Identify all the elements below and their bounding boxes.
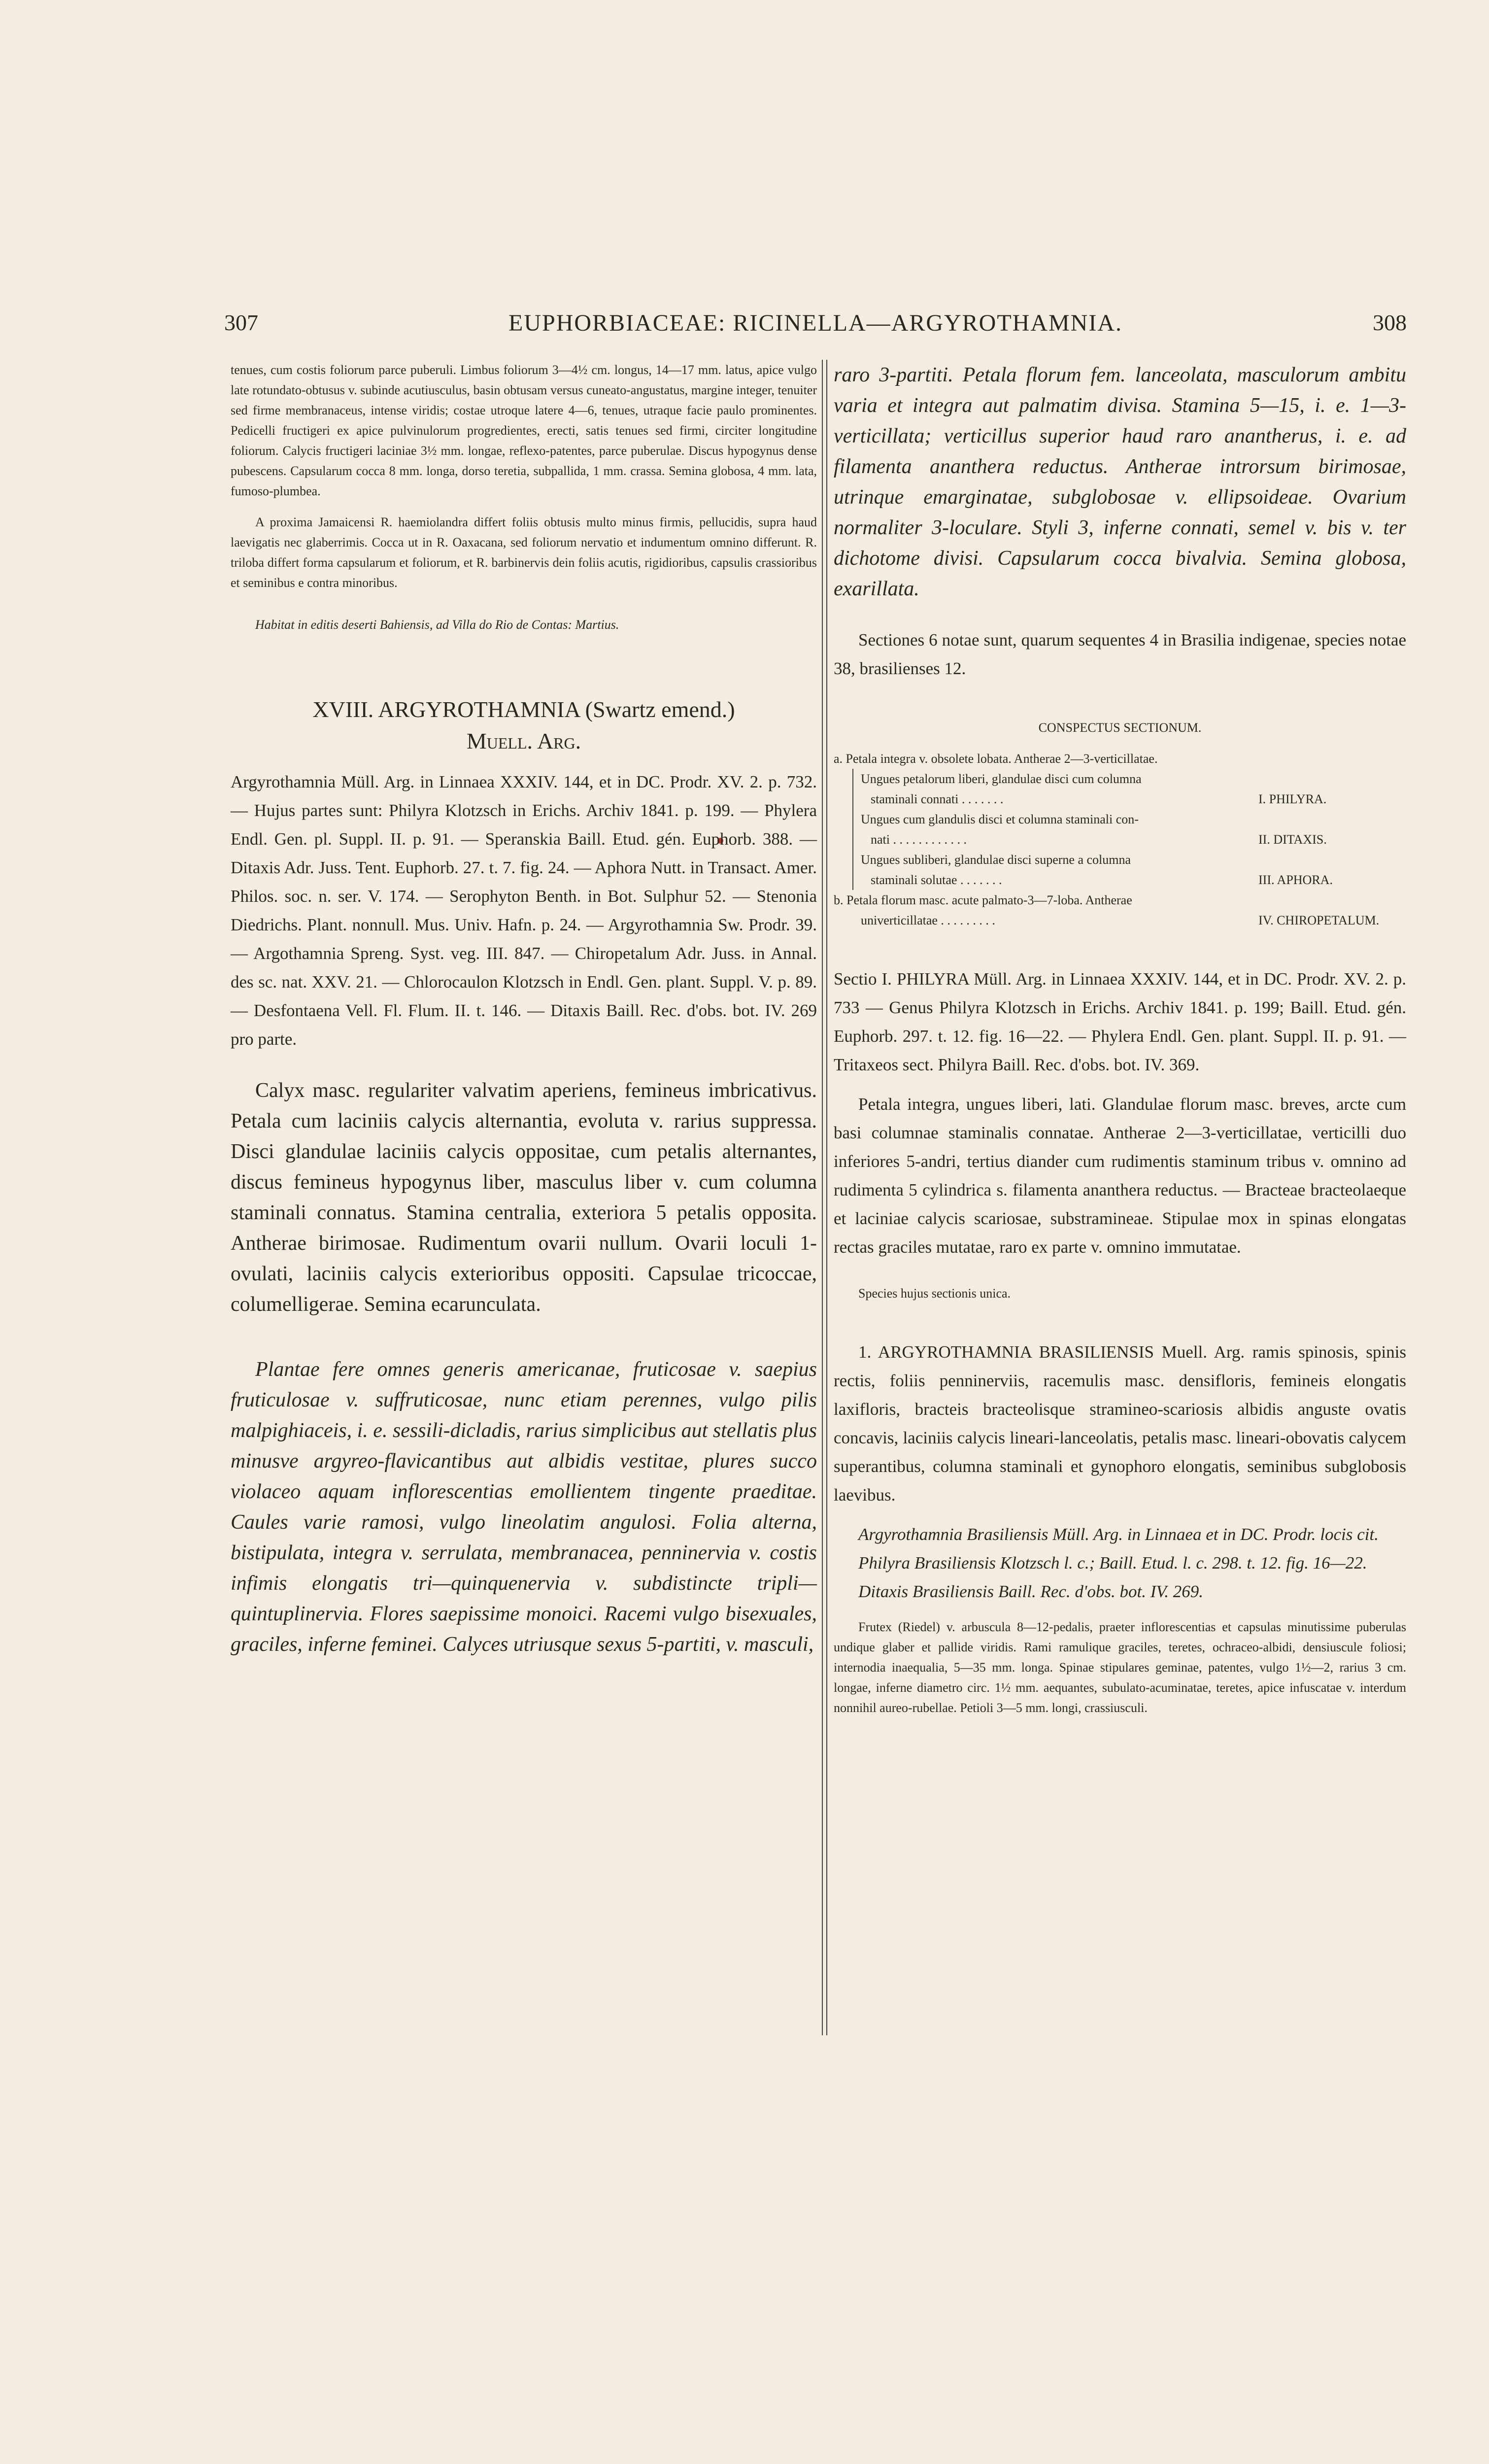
genus-plantae: Plantae fere omnes generis americanae, fruticosae v. saepius fruticulosae v. suffruticosae, nunc etiam perennes, vulgo pilis malpighiaceis, i. e. sessili-dicladis, rarius simplicibus aut stellatis plus minusve argyreo-flavicantibus aut albidis vestitae, plures succo violaceo aquam inflorescentias emollientem tingente praeditae. Caules varie ramosi, vulgo lineolatim angulosi. Folia alterna, bistipulata, integra v. serrulata, membranacea, penninervia v. costis infimis elongatis tri—quinquenervia v. subdistincte tripli—quintuplinervia. Flores saepissime monoici. Racemi vulgo bisexuales, graciles, inferne feminei. Calyces utriusque sexus 5-partiti, v. masculi, (231, 1358, 817, 1656)
key-1-line2 (861, 789, 1406, 809)
genus-author: Muell. Arg. (466, 728, 581, 753)
species-synonym-2: Philyra Brasiliensis Klotzsch l. c.; Baill. Etud. l. c. 298. t. 12. fig. 16—22. (858, 1553, 1367, 1573)
species-synonym-3: Ditaxis Brasiliensis Baill. Rec. d'obs. bot. IV. 269. (858, 1582, 1203, 1601)
key-1-text: staminali connati . . . . . . . (871, 792, 1004, 806)
habitat: Habitat in editis deserti Bahiensis, ad Villa do Rio de Contas: Martius. (255, 617, 619, 632)
sections-key (834, 749, 1406, 930)
description-continuation: tenues, cum costis foliorum parce puberuli. Limbus foliorum 3—4½ cm. longus, 14—17 mm. latus, apice vulgo late rotundato-obtusus v. subinde acutiusculus, basin obtusam versus cuneato-angustatus, margine integer, tenuiter sed firme membranaceus, intense viridis; costae utroque latere 4—6, tenues, utraque facie paulo prominentes. Pedicelli fructigeri ex apice pulvinulorum progredientes, erecti, satis tenues sed firmi, circiter longitudine foliorum. Calycis fructigeri laciniae 3½ mm. longae, reflexo-patentes, parce puberulae. Discus hypogynus dense pubescens. Capsularum cocca 8 mm. longa, dorso teretia, subpallida, 1 mm. crassa. Semina globosa, 4 mm. lata, fumoso-plumbea. (231, 363, 817, 498)
running-title: EUPHORBIACEAE: RICINELLA—ARGYROTHAMNIA. (508, 310, 1122, 336)
key-3-line1: Ungues subliberi, glandulae disci superne a columna (861, 853, 1131, 867)
key-4-text: univerticillatae . . . . . . . . . (861, 913, 995, 927)
key-2-text: nati . . . . . . . . . . . . (871, 832, 967, 847)
key-4-result: IV. CHIROPETALUM. (1258, 913, 1380, 927)
key-2-line2 (861, 829, 1406, 850)
genus-synonymy: Argyrothamnia Müll. Arg. in Linnaea XXXIV. 144, et in DC. Prodr. XV. 2. p. 732. — Hujus partes sunt: Philyra Klotzsch in Erichs. Archiv 1841. p. 199. — Phylera Endl. Gen. pl. Suppl. II. p. 91. — Speranskia Baill. Etud. gén. Euphorb. 388. — Ditaxis Adr. Juss. Tent. Euphorb. 27. t. 7. fig. 24. — Aphora Nutt. in Transact. Amer. Philos. soc. n. ser. V. 174. — Serophyton Benth. in Bot. Sulphur 52. — Stenonia Diedrichs. Plant. nonnull. Mus. Univ. Hafn. p. 24. — Argyrothamnia Sw. Prodr. 39. — Argothamnia Spreng. Syst. veg. III. 847. — Chiropetalum Adr. Juss. in Annal. des sc. nat. XXV. 21. — Chlorocaulon Klotzsch in Endl. Gen. plant. Suppl. V. p. 89. — Desfontaena Vell. Fl. Flum. II. t. 146. — Ditaxis Baill. Rec. d'obs. bot. IV. 269 pro parte. (231, 772, 817, 1049)
key-1-result: I. PHILYRA. (1258, 792, 1327, 806)
affinity-note: A proxima Jamaicensi R. haemiolandra differt foliis obtusis multo minus firmis, pellucidis, supra haud laevigatis nec glaberrimis. Cocca ut in R. Oaxacana, sed foliorum nervatio et indumentum omnino differunt. R. triloba differt forma capsularum et foliorum, et R. barbinervis dein foliis acutis, rigidioribus, capsulis crassioribus et seminibus e contra minoribus. (231, 515, 817, 590)
key-3-line2 (861, 870, 1406, 890)
conspectus-title: CONSPECTUS SECTIONUM. (1038, 720, 1202, 735)
key-4-line (834, 910, 1406, 930)
column-rule (822, 360, 827, 2035)
genus-description: Calyx masc. regulariter valvatim aperiens, femineus imbricativus. Petala cum laciniis calycis alternantia, evoluta v. rarius suppressa. Disci glandulae laciniis calycis oppositae, cum petalis alternantes, discus femineus hypogynus liber, masculus liber v. cum columna staminali connatus. Stamina centralia, exteriora 5 petalis opposita. Antherae birimosae. Rudimentum ovarii nullum. Ovarii loculi 1-ovulati, laciniis calycis exterioribus oppositi. Capsulae tricoccae, columelligerae. Semina ecarunculata. (231, 1079, 817, 1316)
species-diagnosis: 1. ARGYROTHAMNIA BRASILIENSIS Muell. Arg. ramis spinosis, spinis rectis, foliis penninerviis, racemulis masc. densifloris, femineis elongatis laxifloris, bracteis bracteolisque stramineo-scariosis albidis anguste ovatis concavis, laciniis calycis lineari-lanceolatis, petalis masc. lineari-obovatis calycem superantibus, columna staminali et gynophoro elongatis, seminibus subglobosis laevibus. (834, 1342, 1406, 1505)
genus-title: XVIII. ARGYROTHAMNIA (Swartz emend.) (312, 697, 735, 722)
sections-note: Sectiones 6 notae sunt, quarum sequentes 4 in Brasilia indigenae, species notae 38, brasilienses 12. (834, 630, 1406, 678)
right-column (834, 360, 1406, 1718)
section-synonymy: Sectio I. PHILYRA Müll. Arg. in Linnaea XXXIV. 144, et in DC. Prodr. XV. 2. p. 733 — Genus Philyra Klotzsch in Erichs. Archiv 1841. p. 199; Baill. Etud. gén. Euphorb. 297. t. 12. fig. 16—22. — Phylera Endl. Gen. plant. Suppl. II. p. 91. — Tritaxeos sect. Philyra Baill. Rec. d'obs. bot. IV. 369. (834, 969, 1406, 1074)
species-unica-note: Species hujus sectionis unica. (858, 1286, 1011, 1300)
key-2-line1: Ungues cum glandulis disci et columna staminali con- (861, 812, 1139, 826)
page-number-left: 307 (224, 310, 258, 335)
key-3-result: III. APHORA. (1258, 873, 1333, 887)
species-description: Frutex (Riedel) v. arbuscula 8—12-pedalis, praeter inflorescentias et capsulas minutissime puberulas undique glaber et pallide viridis. Rami ramulique graciles, teretes, ochraceo-albidi, densiuscule foliosi; internodia inaequalia, 5—35 mm. longa. Spinae stipulares geminae, patentes, vulgo 1½—2, rarius 3 cm. longae, inferne diametro circ. 1½ mm. aequantes, subulato-acuminatae, teretes, apice infuscatae v. interdum nonnihil aureo-rubellae. Petioli 3—5 mm. longi, crassiusculi. (834, 1620, 1406, 1715)
key-lead-b: b. Petala florum masc. acute palmato-3—7-loba. Antherae (834, 893, 1132, 907)
page-number-right: 308 (1373, 310, 1407, 335)
key-1-line1: Ungues petalorum liberi, glandulae disci cum columna (861, 772, 1142, 786)
left-column (231, 360, 817, 1660)
genus-plantae-continued: raro 3-partiti. Petala florum fem. lanceolata, masculorum ambitu varia et integra aut palmatim divisa. Stamina 5—15, i. e. 1—3-verticillata; verticillus superior haud raro anantherus, i. e. ad filamenta ananthera reductus. Antherae introrsum birimosae, utrinque emarginatae, subglobosae v. ellipsoideae. Ovarium normaliter 3-loculare. Styli 3, inferne connati, semel v. bis v. ter dichotome divisi. Capsularum cocca bivalvia. Semina globosa, exarillata. (834, 364, 1406, 600)
key-3-text: staminali solutae . . . . . . . (871, 873, 1002, 887)
section-description: Petala integra, ungues liberi, lati. Glandulae florum masc. breves, arcte cum basi columnae staminalis connatae. Antherae 2—3-verticillatae, verticilli duo inferiores 5-andri, tertius diander cum rudimentis staminum tribus v. omnino ad rudimenta 5 cylindrica s. filamenta ananthera reductus. — Bracteae bracteolaeque et laciniae calycis scariosae, substramineae. Stipulae mox in spinas elongatas rectas graciles mutatae, raro ex parte v. omnino immutatae. (834, 1095, 1406, 1257)
key-2-result: II. DITAXIS. (1258, 832, 1327, 847)
key-brace (852, 769, 1406, 890)
key-lead-a: a. Petala integra v. obsolete lobata. Antherae 2—3-verticillatae. (834, 752, 1158, 766)
species-synonym-1: Argyrothamnia Brasiliensis Müll. Arg. in Linnaea et in DC. Prodr. locis cit. (858, 1525, 1379, 1544)
running-header (224, 309, 1407, 349)
